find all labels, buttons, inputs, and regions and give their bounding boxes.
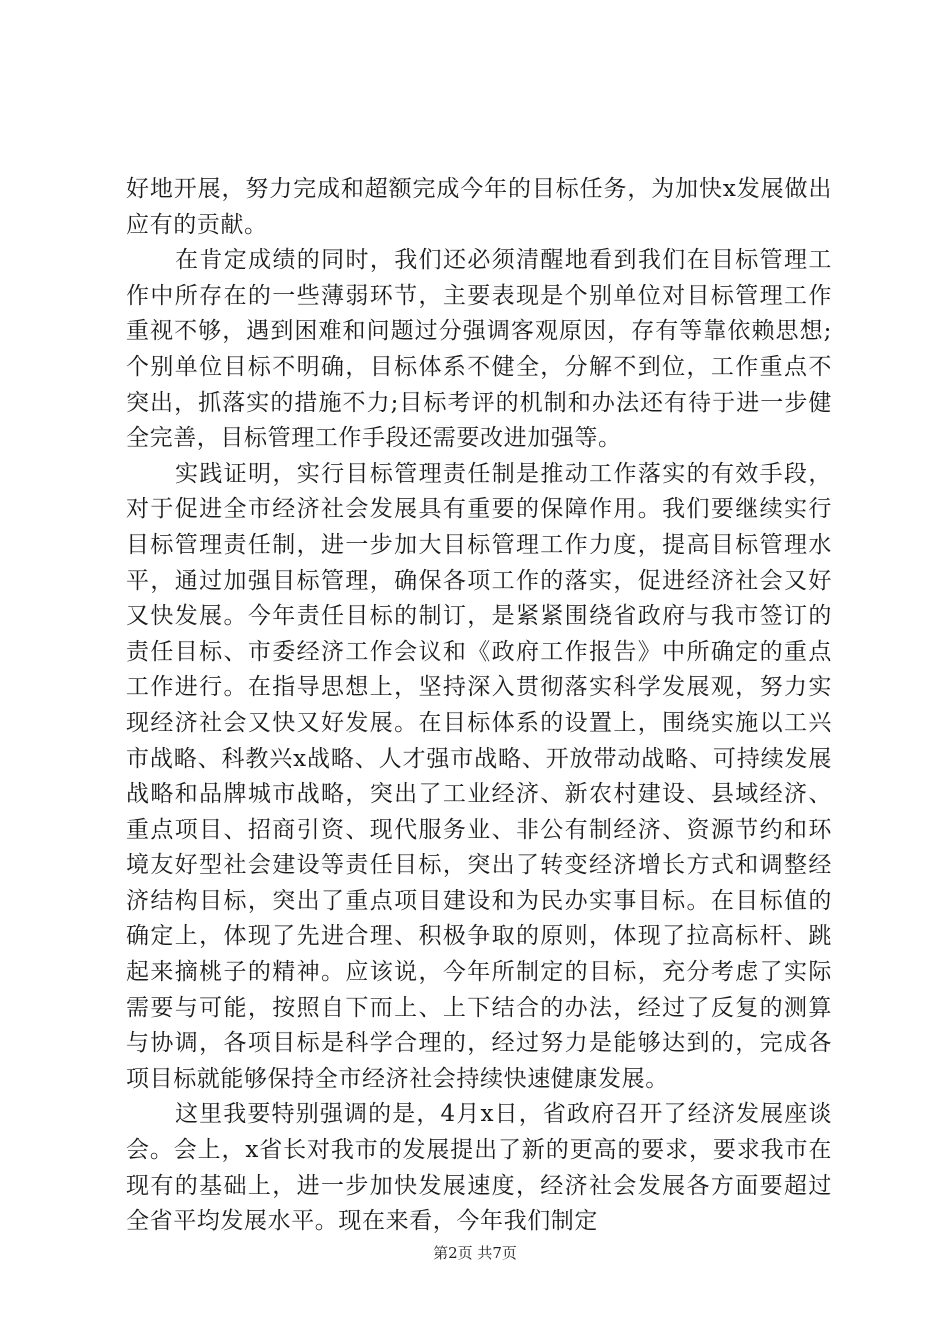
- document-body: [126, 172, 832, 1240]
- paragraph-2: 在肯定成绩的同时，我们还必须清醒地看到我们在目标管理工作中所存在的一些薄弱环节，主要表现是个别单位对目标管理工作重视不够，遇到困难和问题过分强调客观原因，存有等靠依赖思想;个别单位目标不明确，目标体系不健全，分解不到位，工作重点不突出，抓落实的措施不力;目标考评的机制和办法还有待于进一步健全完善，目标管理工作手段还需要改进加强等。: [126, 247, 832, 452]
- paragraph-1: 好地开展，努力完成和超额完成今年的目标任务，为加快x发展做出应有的贡献。: [126, 176, 832, 238]
- paragraph-4: 这里我要特别强调的是，4月x日，省政府召开了经济发展座谈会。会上，x省长对我市的发展提出了新的更高的要求，要求我市在现有的基础上，进一步加快发展速度，经济社会发展各方面要超过全省平均发展水平。现在来看，今年我们制定: [126, 1101, 832, 1235]
- paragraph-3: 实践证明，实行目标管理责任制是推动工作落实的有效手段，对于促进全市经济社会发展具有重要的保障作用。我们要继续实行目标管理责任制，进一步加大目标管理工作力度，提高目标管理水平，通过加强目标管理，确保各项工作的落实，促进经济社会又好又快发展。今年责任目标的制订，是紧紧围绕省政府与我市签订的责任目标、市委经济工作会议和《政府工作报告》中所确定的重点工作进行。在指导思想上，坚持深入贯彻落实科学发展观，努力实现经济社会又快又好发展。在目标体系的设置上，围绕实施以工兴市战略、科教兴x战略、人才强市战略、开放带动战略、可持续发展战略和品牌城市战略，突出了工业经济、新农村建设、县域经济、重点项目、招商引资、现代服务业、非公有制经济、资源节约和环境友好型社会建设等责任目标，突出了转变经济增长方式和调整经济结构目标，突出了重点项目建设和为民办实事目标。在目标值的确定上，体现了先进合理、积极争取的原则，体现了拉高标杆、跳起来摘桃子的精神。应该说，今年所制定的目标，充分考虑了实际需要与可能，按照自下而上、上下结合的办法，经过了反复的测算与协调，各项目标是科学合理的，经过努力是能够达到的，完成各项目标就能够保持全市经济社会持续快速健康发展。: [126, 460, 832, 1092]
- page-footer: 第2页 共7页: [433, 1244, 517, 1262]
